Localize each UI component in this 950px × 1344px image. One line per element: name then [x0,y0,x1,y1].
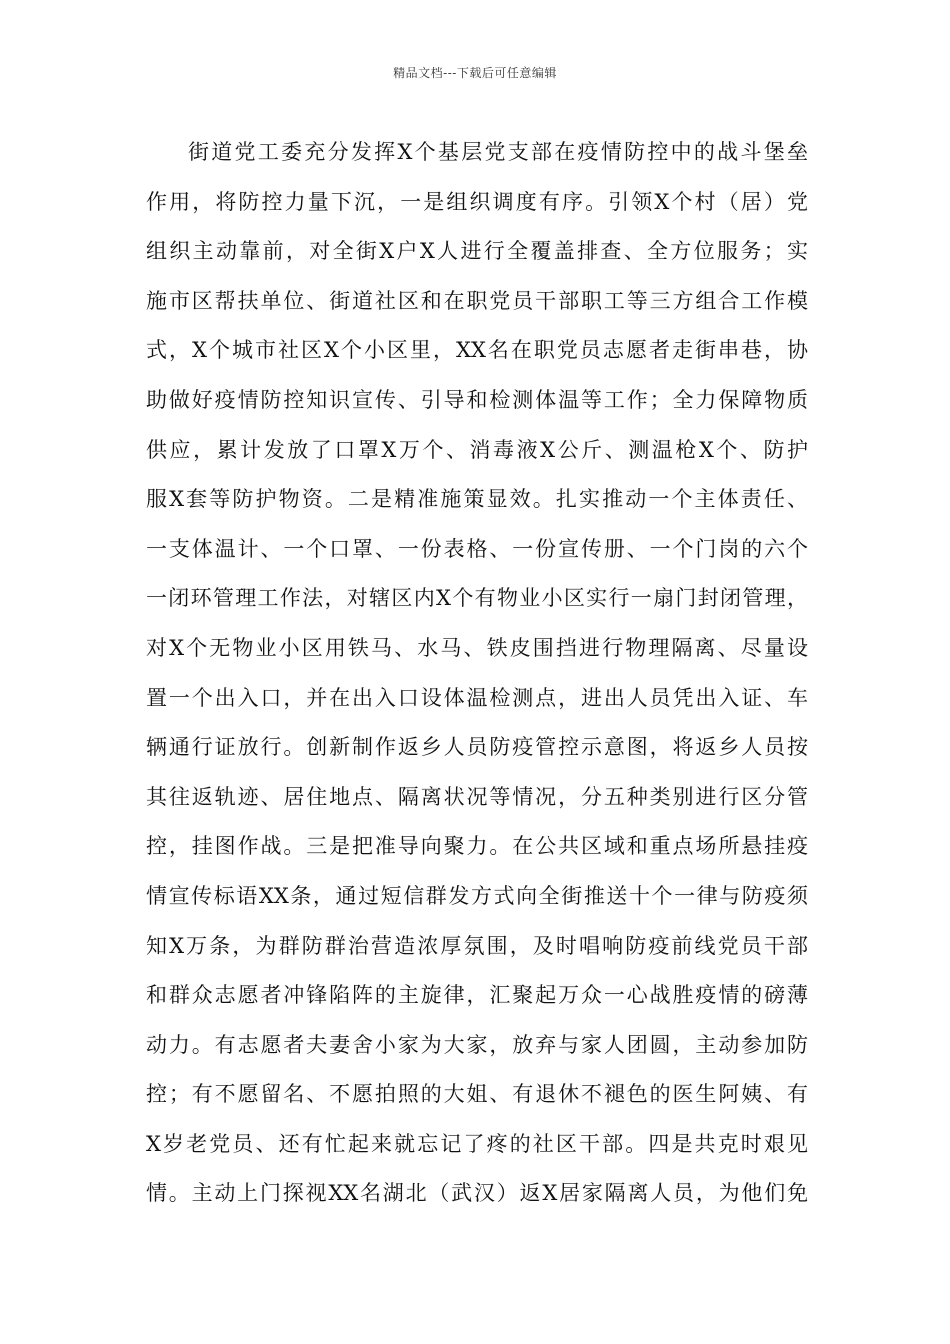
document-body [146,128,808,1219]
body-line: 动力。有志愿者夫妻舍小家为大家，放弃与家人团圆，主动参加防 [146,1032,808,1057]
body-line: 组织主动靠前，对全街X户X人进行全覆盖排查、全方位服务；实 [146,239,808,264]
body-line: 对X个无物业小区用铁马、水马、铁皮围挡进行物理隔离、尽量设 [146,635,808,660]
body-line: 一支体温计、一个口罩、一份表格、一份宣传册、一个门岗的六个 [146,536,808,561]
page-header: 精品文档---下载后可任意编辑 [393,66,557,80]
body-line: 服X套等防护物资。二是精准施策显效。扎实推动一个主体责任、 [146,487,808,512]
body-line: 控；有不愿留名、不愿拍照的大姐、有退休不褪色的医生阿姨、有 [146,1082,808,1107]
body-line: X岁老党员、还有忙起来就忘记了疼的社区干部。四是共克时艰见 [146,1131,808,1156]
body-line: 施市区帮扶单位、街道社区和在职党员干部职工等三方组合工作模 [146,288,808,313]
body-line: 作用，将防控力量下沉，一是组织调度有序。引领X个村（居）党 [146,189,808,214]
body-line: 情。主动上门探视XX名湖北（武汉）返X居家隔离人员，为他们免 [146,1181,808,1206]
body-line: 其往返轨迹、居住地点、隔离状况等情况，分五种类别进行区分管 [146,784,808,809]
body-line: 助做好疫情防控知识宣传、引导和检测体温等工作；全力保障物质 [146,387,808,412]
body-line: 和群众志愿者冲锋陷阵的主旋律，汇聚起万众一心战胜疫情的磅薄 [146,983,808,1008]
body-line: 辆通行证放行。创新制作返乡人员防疫管控示意图，将返乡人员按 [146,735,808,760]
body-line: 供应，累计发放了口罩X万个、消毒液X公斤、测温枪X个、防护 [146,437,808,462]
body-line: 知X万条，为群防群治营造浓厚氛围，及时唱响防疫前线党员干部 [146,933,808,958]
body-line: 情宣传标语XX条，通过短信群发方式向全街推送十个一律与防疫须 [146,883,808,908]
body-line: 置一个出入口，并在出入口设体温检测点，进出人员凭出入证、车 [146,685,808,710]
body-line: 控，挂图作战。三是把准导向聚力。在公共区域和重点场所悬挂疫 [146,834,808,859]
body-line: 一闭环管理工作法，对辖区内X个有物业小区实行一扇门封闭管理， [146,586,808,611]
body-line: 式，X个城市社区X个小区里，XX名在职党员志愿者走街串巷，协 [146,338,808,363]
body-line: 街道党工委充分发挥X个基层党支部在疫情防控中的战斗堡垒 [188,140,808,164]
